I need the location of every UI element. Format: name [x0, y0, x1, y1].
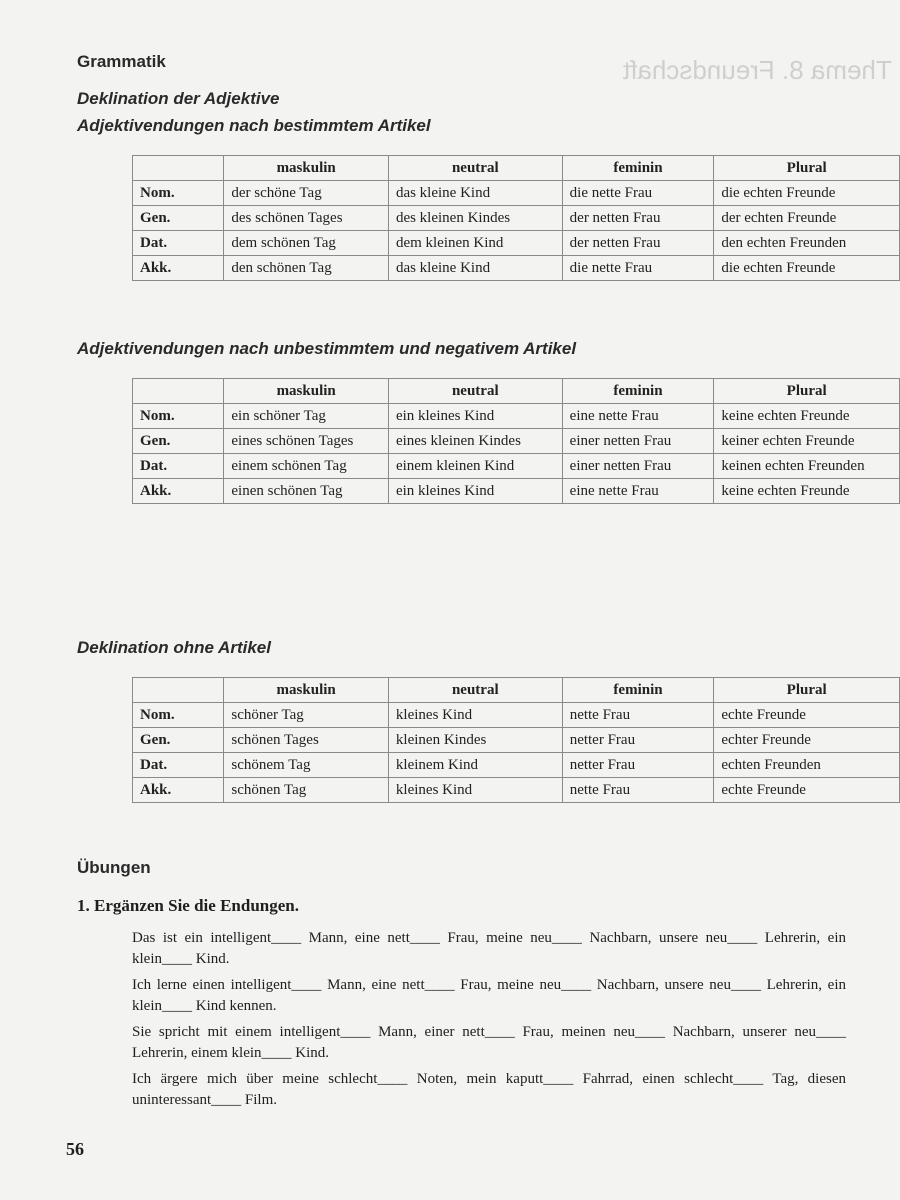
case-label: Akk.	[133, 256, 224, 281]
table-header-row	[133, 379, 900, 404]
table-cell: ein kleines Kind	[388, 479, 562, 504]
case-label: Nom.	[133, 404, 224, 429]
table-cell: keinen echten Freunden	[714, 454, 900, 479]
table-header-row	[133, 678, 900, 703]
case-label: Gen.	[133, 728, 224, 753]
column-header: feminin	[562, 379, 714, 404]
column-header: Plural	[714, 379, 900, 404]
case-label: Nom.	[133, 703, 224, 728]
case-label: Gen.	[133, 206, 224, 231]
table-cell: echter Freunde	[714, 728, 900, 753]
exercise-line: Ich ärgere mich über meine schlecht____ Noten, mein kaputt____ Fahrrad, einen schlecht____ Tag, diesen uninteressant____ Film.	[132, 1071, 846, 1108]
table-row	[133, 181, 900, 206]
table-row	[133, 728, 900, 753]
exercise-line: Sie spricht mit einem intelligent____ Mann, einer nett____ Frau, meinen neu____ Nachbarn, unserer neu____ Lehrerin, einem klein____ Kind.	[132, 1024, 846, 1061]
table-row	[133, 778, 900, 803]
table-cell: der netten Frau	[562, 231, 714, 256]
table-cell: ein kleines Kind	[388, 404, 562, 429]
case-label: Dat.	[133, 454, 224, 479]
table-cell: der netten Frau	[562, 206, 714, 231]
table-cell: der schöne Tag	[224, 181, 389, 206]
table-cell: echte Freunde	[714, 778, 900, 803]
table-no-article	[132, 677, 900, 803]
table-row	[133, 479, 900, 504]
table-cell: nette Frau	[562, 778, 714, 803]
table-cell: netter Frau	[562, 753, 714, 778]
table-row	[133, 404, 900, 429]
table-cell: den echten Freunden	[714, 231, 900, 256]
table-definite-article	[132, 155, 900, 281]
heading-deklination: Deklination der Adjektive	[77, 89, 280, 108]
exercise-title: 1. Ergänzen Sie die Endungen.	[77, 896, 299, 915]
table-cell: kleinen Kindes	[388, 728, 562, 753]
column-header: neutral	[388, 156, 562, 181]
case-label: Akk.	[133, 479, 224, 504]
table-cell: einer netten Frau	[562, 429, 714, 454]
table-cell: das kleine Kind	[388, 181, 562, 206]
section-title: Grammatik	[77, 52, 166, 71]
table-row	[133, 231, 900, 256]
column-header: maskulin	[224, 379, 389, 404]
table-cell: einem kleinen Kind	[388, 454, 562, 479]
table-cell: kleines Kind	[388, 703, 562, 728]
exercises-heading: Übungen	[77, 858, 151, 877]
table-cell: keine echten Freunde	[714, 404, 900, 429]
table-cell: die echten Freunde	[714, 256, 900, 281]
table-cell: keine echten Freunde	[714, 479, 900, 504]
table-cell: den schönen Tag	[224, 256, 389, 281]
table-cell: dem kleinen Kind	[388, 231, 562, 256]
table-cell: kleinem Kind	[388, 753, 562, 778]
table-row	[133, 256, 900, 281]
case-label: Dat.	[133, 231, 224, 256]
table-cell: kleines Kind	[388, 778, 562, 803]
case-label: Nom.	[133, 181, 224, 206]
exercise-line: Ich lerne einen intelligent____ Mann, eine nett____ Frau, meine neu____ Nachbarn, unsere neu____ Lehrerin, ein klein____ Kind kennen.	[132, 977, 846, 1014]
table-cell: einen schönen Tag	[224, 479, 389, 504]
table-cell: ein schöner Tag	[224, 404, 389, 429]
table-indefinite-article	[132, 378, 900, 504]
table-cell: eines schönen Tages	[224, 429, 389, 454]
column-header: maskulin	[224, 156, 389, 181]
column-header	[133, 379, 224, 404]
case-label: Akk.	[133, 778, 224, 803]
page-number: 56	[66, 1139, 84, 1159]
table-cell: keiner echten Freunde	[714, 429, 900, 454]
table-cell: schönen Tages	[224, 728, 389, 753]
column-header: feminin	[562, 156, 714, 181]
table-cell: des schönen Tages	[224, 206, 389, 231]
table-row	[133, 454, 900, 479]
table-cell: eines kleinen Kindes	[388, 429, 562, 454]
table-cell: netter Frau	[562, 728, 714, 753]
table-row	[133, 753, 900, 778]
table-cell: einer netten Frau	[562, 454, 714, 479]
table-cell: schönen Tag	[224, 778, 389, 803]
table-cell: die echten Freunde	[714, 181, 900, 206]
exercise-line: Das ist ein intelligent____ Mann, eine nett____ Frau, meine neu____ Nachbarn, unsere neu____ Lehrerin, ein klein____ Kind.	[132, 930, 846, 967]
column-header: feminin	[562, 678, 714, 703]
table-header-row	[133, 156, 900, 181]
heading-ohne-artikel: Deklination ohne Artikel	[77, 638, 271, 657]
column-header	[133, 678, 224, 703]
table-cell: echte Freunde	[714, 703, 900, 728]
table-cell: das kleine Kind	[388, 256, 562, 281]
table-cell: schöner Tag	[224, 703, 389, 728]
table-cell: eine nette Frau	[562, 404, 714, 429]
table-cell: dem schönen Tag	[224, 231, 389, 256]
table-cell: einem schönen Tag	[224, 454, 389, 479]
table-row	[133, 429, 900, 454]
table-cell: des kleinen Kindes	[388, 206, 562, 231]
table-cell: der echten Freunde	[714, 206, 900, 231]
table-cell: nette Frau	[562, 703, 714, 728]
case-label: Gen.	[133, 429, 224, 454]
heading-unbestimmter-artikel: Adjektivendungen nach unbestimmtem und negativem Artikel	[77, 339, 577, 358]
column-header: neutral	[388, 379, 562, 404]
column-header: neutral	[388, 678, 562, 703]
table-cell: echten Freunden	[714, 753, 900, 778]
column-header: maskulin	[224, 678, 389, 703]
case-label: Dat.	[133, 753, 224, 778]
column-header	[133, 156, 224, 181]
table-cell: die nette Frau	[562, 181, 714, 206]
table-row	[133, 206, 900, 231]
table-cell: die nette Frau	[562, 256, 714, 281]
table-cell: eine nette Frau	[562, 479, 714, 504]
heading-bestimmter-artikel: Adjektivendungen nach bestimmtem Artikel	[77, 116, 431, 135]
table-cell: schönem Tag	[224, 753, 389, 778]
column-header: Plural	[714, 678, 900, 703]
ghost-show-through-text: Thema 8. Freundschaft	[623, 55, 892, 85]
column-header: Plural	[714, 156, 900, 181]
table-row	[133, 703, 900, 728]
